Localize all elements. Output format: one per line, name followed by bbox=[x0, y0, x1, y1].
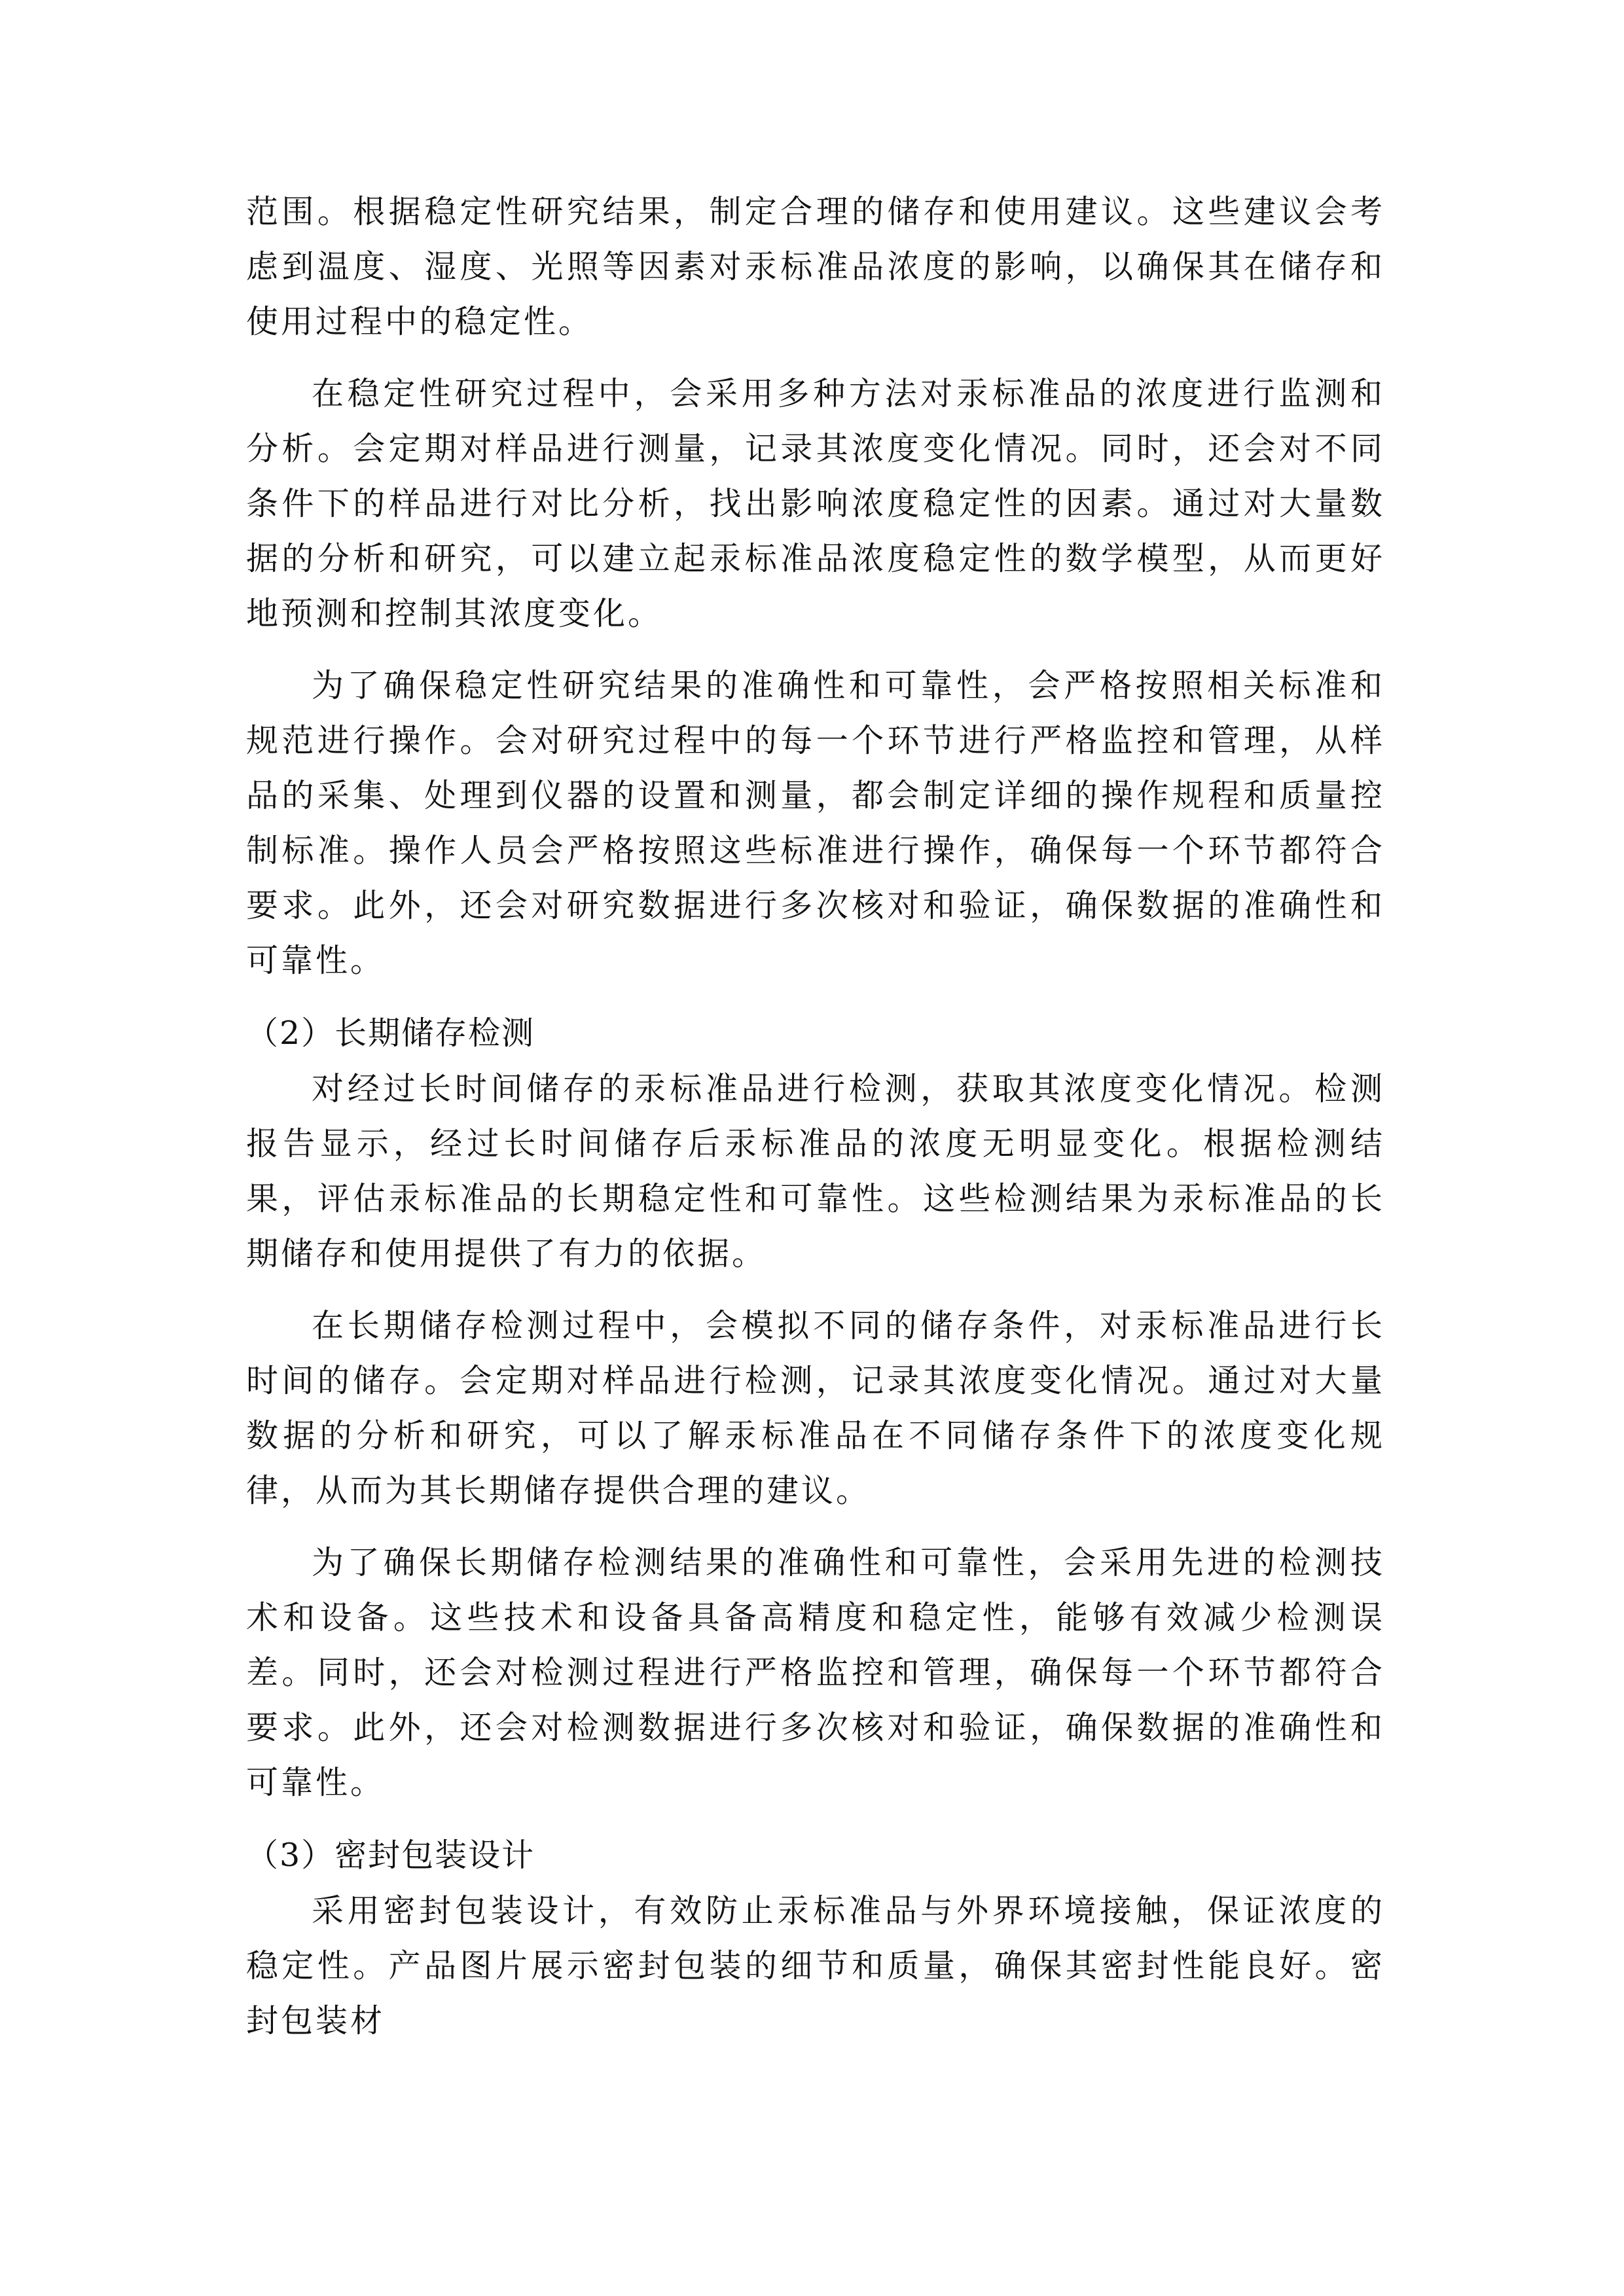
section-heading-sealed-packaging: （3）密封包装设计 bbox=[246, 1837, 535, 1874]
paragraph-storage-results: 对经过长时间储存的汞标准品进行检测，获取其浓度变化情况。检测报告显示，经过长时间储存后汞标准品的浓度无明显变化。根据检测结果，评估汞标准品的长期稳定性和可靠性。这些检测结果为汞标准品的长期储存和使用提供了有力的依据。 bbox=[246, 1070, 1385, 1272]
paragraph-storage-quality: 为了确保长期储存检测结果的准确性和可靠性，会采用先进的检测技术和设备。这些技术和设备具备高精度和稳定性，能够有效减少检测误差。同时，还会对检测过程进行严格监控和管理，确保每一个环节都符合要求。此外，还会对检测数据进行多次核对和验证，确保数据的准确性和可靠性。 bbox=[246, 1544, 1385, 1801]
paragraph-storage-process: 在长期储存检测过程中，会模拟不同的储存条件，对汞标准品进行长时间的储存。会定期对样品进行检测，记录其浓度变化情况。通过对大量数据的分析和研究，可以了解汞标准品在不同储存条件下的浓度变化规律，从而为其长期储存提供合理的建议。 bbox=[246, 1307, 1385, 1509]
paragraph-stability-scope: 范围。根据稳定性研究结果，制定合理的储存和使用建议。这些建议会考虑到温度、湿度、光照等因素对汞标准品浓度的影响，以确保其在储存和使用过程中的稳定性。 bbox=[246, 193, 1385, 340]
paragraph-packaging-design: 采用密封包装设计，有效防止汞标准品与外界环境接触，保证浓度的稳定性。产品图片展示密封包装的细节和质量，确保其密封性能良好。密封包装材 bbox=[246, 1892, 1385, 2039]
paragraph-stability-methods: 在稳定性研究过程中，会采用多种方法对汞标准品的浓度进行监测和分析。会定期对样品进行测量，记录其浓度变化情况。同时，还会对不同条件下的样品进行对比分析，找出影响浓度稳定性的因素。通过对大量数据的分析和研究，可以建立起汞标准品浓度稳定性的数学模型，从而更好地预测和控制其浓度变化。 bbox=[246, 375, 1385, 632]
document-body bbox=[246, 185, 1385, 2066]
paragraph-stability-quality: 为了确保稳定性研究结果的准确性和可靠性，会严格按照相关标准和规范进行操作。会对研究过程中的每一个环节进行严格监控和管理，从样品的采集、处理到仪器的设置和测量，都会制定详细的操作规程和质量控制标准。操作人员会严格按照这些标准进行操作，确保每一个环节都符合要求。此外，还会对研究数据进行多次核对和验证，确保数据的准确性和可靠性。 bbox=[246, 667, 1385, 979]
section-heading-long-term-storage: （2）长期储存检测 bbox=[246, 1014, 535, 1052]
